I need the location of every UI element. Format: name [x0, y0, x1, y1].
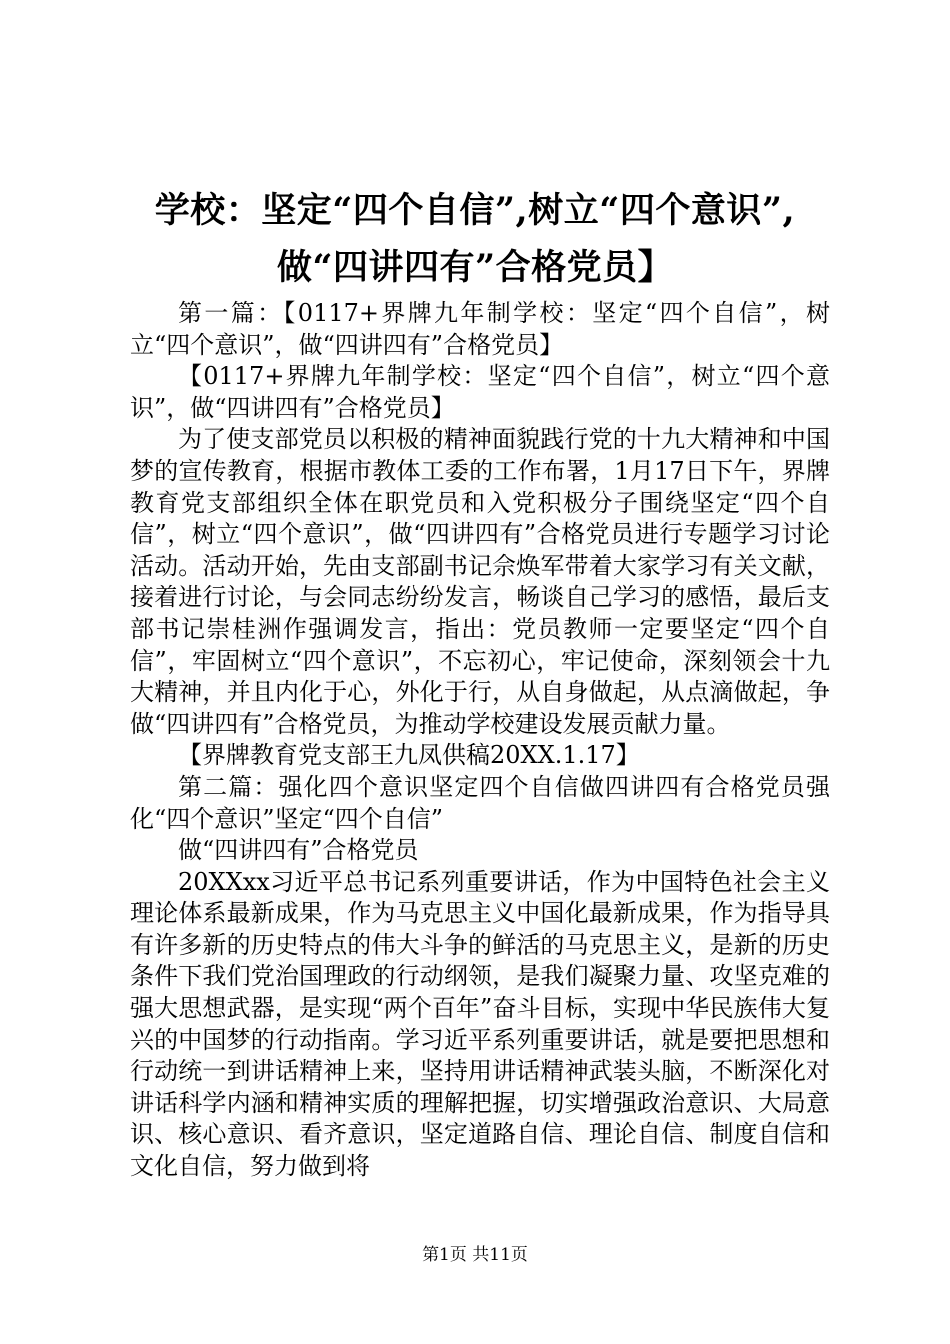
document-body — [130, 298, 830, 1183]
paragraph-chapter-2-subheading: 做“四讲四有”合格党员 — [178, 836, 419, 865]
paragraph-body: 为了使支部党员以积极的精神面貌践行党的十九大精神和中国梦的宣传教育，根据市教体工委的工作布署，1月17日下午，界牌教育党支部组织全体在职党员和入党积极分子围绕坚定“四个自信”，树立“四个意识”，做“四讲四有”合格党员进行专题学习讨论活动。活动开始，先由支部副书记佘焕军带着大家学习有关文献，接着进行讨论，与会同志纷纷发言，畅谈自己学习的感悟，最后支部书记崇桂洲作强调发言，指出：党员教师一定要坚定“四个自信”，牢固树立“四个意识”，不忘初心，牢记使命，深刻领会十九大精神，并且内化于心，外化于行，从自身做起，从点滴做起，争做“四讲四有”合格党员，为推动学校建设发展贡献力量。 — [130, 425, 830, 738]
page-number-footer: 第1页 共11页 — [422, 1245, 528, 1265]
paragraph-subheading: 【0117+界牌九年制学校：坚定“四个自信”，树立“四个意识”，做“四讲四有”合格党员】 — [130, 362, 830, 422]
paragraph-chapter-2-heading: 第二篇：强化四个意识坚定四个自信做四讲四有合格党员强化“四个意识”坚定“四个自信” — [130, 772, 830, 833]
paragraph-source-note: 【界牌教育党支部王九凤供稿20XX.1.17】 — [178, 741, 640, 770]
document-title-line-1: 学校：坚定“四个自信”,树立“四个意识”, — [154, 190, 796, 231]
document-title-line-2: 做“四讲四有”合格党员】 — [276, 247, 674, 288]
paragraph-body: 20XXxx习近平总书记系列重要讲话，作为中国特色社会主义理论体系最新成果，作为马克思主义中国化最新成果，作为指导具有许多新的历史特点的伟大斗争的鲜活的马克思主义，是新的历史条件下我们党治国理政的行动纲领，是我们凝聚力量、攻坚克难的强大思想武器，是实现“两个百年”奋斗目标，实现中华民族伟大复兴的中国梦的行动指南。学习近平系列重要讲话，就是要把思想和行动统一到讲话精神上来，坚持用讲话精神武装头脑，不断深化对讲话科学内涵和精神实质的理解把握，切实增强政治意识、大局意识、核心意识、看齐意识，坚定道路自信、理论自信、制度自信和文化自信，努力做到将 — [130, 867, 830, 1181]
paragraph-chapter-1-heading: 第一篇：【0117+界牌九年制学校：坚定“四个自信”，树立“四个意识”，做“四讲四有”合格党员】 — [130, 299, 830, 359]
